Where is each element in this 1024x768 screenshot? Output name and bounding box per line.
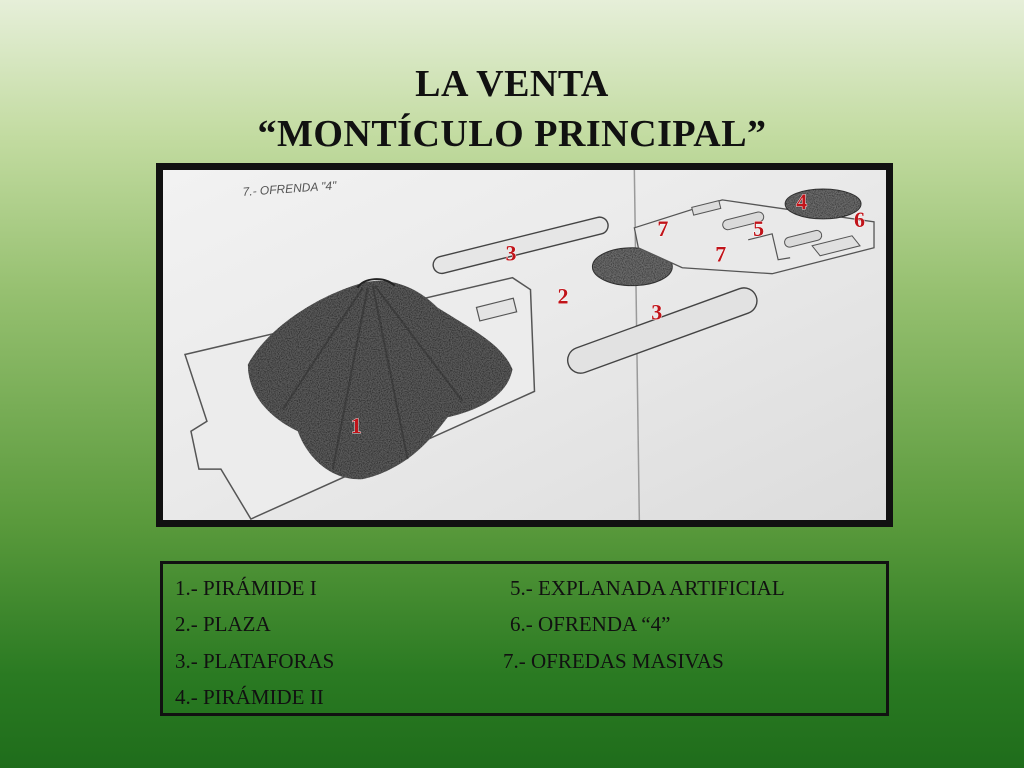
marker-1: 1 — [350, 413, 362, 439]
marker-6: 6 — [854, 206, 866, 232]
legend-box — [160, 561, 889, 716]
legend-item: 4.- PIRÁMIDE II — [175, 685, 324, 709]
site-plan-figure — [156, 163, 893, 527]
slide-title-line-1: LA VENTA — [415, 63, 609, 105]
marker-7-left: 7 — [657, 215, 669, 241]
legend-item: 7.- OFREDAS MASIVAS — [503, 649, 724, 673]
marker-3-upper: 3 — [505, 240, 517, 266]
site-plan-drawing — [163, 170, 886, 520]
marker-7-right: 7 — [715, 241, 727, 267]
legend-item: 2.- PLAZA — [175, 612, 271, 636]
legend-item: 1.- PIRÁMIDE I — [175, 576, 317, 600]
legend-item: 5.- EXPLANADA ARTIFICIAL — [510, 576, 785, 600]
legend-item: 3.- PLATAFORAS — [175, 649, 335, 673]
marker-3-lower: 3 — [651, 299, 663, 325]
marker-2: 2 — [557, 283, 569, 309]
marker-4: 4 — [796, 188, 808, 214]
slide-title-line-2: “MONTÍCULO PRINCIPAL” — [257, 113, 767, 155]
marker-5: 5 — [753, 215, 765, 241]
handwritten-note: 7.- OFRENDA "4" — [242, 178, 337, 199]
legend-item: 6.- OFRENDA “4” — [510, 612, 671, 636]
